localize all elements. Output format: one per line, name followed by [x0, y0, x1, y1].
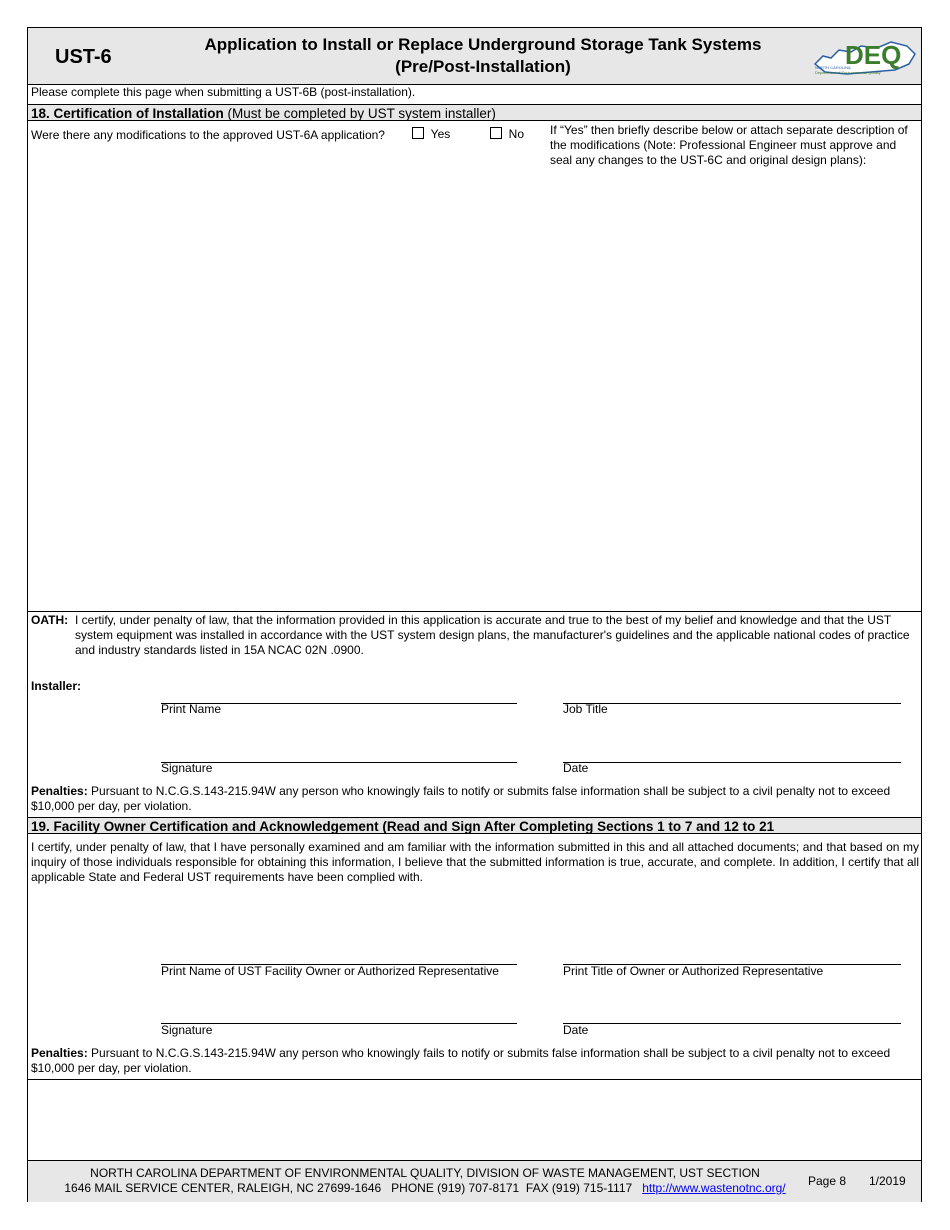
no-option	[490, 127, 524, 142]
form-title	[148, 34, 818, 78]
form-header	[28, 28, 921, 85]
footer-address	[40, 1166, 810, 1196]
installer-signature-line[interactable]	[161, 762, 517, 763]
owner-print-title-label: Print Title of Owner or Authorized Representative	[563, 964, 824, 978]
section19-penalties-label: Penalties:	[31, 1046, 88, 1060]
section19-cert-text: I certify, under penalty of law, that I have personally examined and am familiar with the information submitted in this and all attached documents; and that based on my inquiry of those individuals responsible for obtaining this information, I believe that the submitted information is true, accurate, and complete. In addition, I certify that all applicable State and Federal UST requirements have been complied with.	[31, 840, 919, 884]
section19-header	[28, 817, 921, 834]
logo-text: DEQ	[845, 40, 902, 70]
instruction-text: Please complete this page when submitting a UST-6B (post-installation).	[31, 85, 416, 99]
yes-label: Yes	[430, 127, 451, 141]
section18-penalties-label: Penalties:	[31, 784, 88, 798]
installer-job-title-line[interactable]	[563, 703, 901, 704]
section19-title: 19. Facility Owner Certification and Acknowledgement (Read and Sign After Completing Sections 1 to 7 and 12 to 21	[31, 819, 775, 834]
blank-area-divider	[28, 1079, 921, 1080]
installer-date-label: Date	[563, 761, 589, 775]
footer-line2: 1646 MAIL SERVICE CENTER, RALEIGH, NC 27699-1646 PHONE (919) 707-8171 FAX (919) 715-1117	[64, 1181, 633, 1195]
logo-subtitle-1: NORTH CAROLINA	[815, 65, 851, 70]
no-checkbox[interactable]	[490, 127, 502, 139]
section18-penalties	[31, 784, 919, 814]
footer-website-link[interactable]: http://www.wastenotnc.org/	[642, 1181, 786, 1195]
modifications-question: Were there any modifications to the approved UST-6A application?	[31, 128, 385, 142]
oath-text: I certify, under penalty of law, that the information provided in this application is accurate and true to the best of my belief and knowledge and that the UST system equipment was installed in accordance with the UST system design plans, the manufacturer's guidelines and the applicable national codes of practice and industry standards listed in 15A NCAC 02N .0900.	[75, 613, 910, 657]
owner-date-line[interactable]	[563, 1023, 901, 1024]
section18-title: 18. Certification of Installation	[31, 106, 224, 121]
owner-signature-line[interactable]	[161, 1023, 517, 1024]
installer-job-title-label: Job Title	[563, 702, 608, 716]
owner-signature-label: Signature	[161, 1023, 213, 1037]
installer-signature-label: Signature	[161, 761, 213, 775]
oath-divider	[28, 611, 921, 612]
owner-date-label: Date	[563, 1023, 589, 1037]
section19-penalties-text: Pursuant to N.C.G.S.143-215.94W any person who knowingly fails to notify or submits false information shall be subject to a civil penalty not to exceed $10,000 per day, per violation.	[31, 1046, 891, 1075]
no-label: No	[508, 127, 525, 141]
footer-page-number: Page 8	[808, 1174, 847, 1188]
form-title-line1: Application to Install or Replace Underground Storage Tank Systems	[204, 35, 762, 54]
section18-penalties-text: Pursuant to N.C.G.S.143-215.94W any person who knowingly fails to notify or submits false information shall be subject to a civil penalty not to exceed $10,000 per day, per violation.	[31, 784, 891, 813]
footer-revision-date: 1/2019	[869, 1174, 906, 1188]
ust6-form	[27, 27, 922, 1202]
deq-logo	[811, 34, 921, 78]
installer-print-name-label: Print Name	[161, 702, 222, 716]
if-yes-note: If “Yes” then briefly describe below or attach separate description of the modifications (Note: Professional Engineer must approve and seal any changes to the UST-6C and original design plans):	[550, 123, 908, 167]
owner-print-name-label: Print Name of UST Facility Owner or Authorized Representative	[161, 964, 499, 978]
installer-date-line[interactable]	[563, 762, 901, 763]
section18-header	[28, 104, 921, 121]
form-title-line2: (Pre/Post-Installation)	[395, 57, 571, 76]
yes-checkbox[interactable]	[412, 127, 424, 139]
form-footer	[28, 1160, 921, 1202]
form-code: UST-6	[55, 46, 112, 68]
logo-subtitle-2: Department of Environmental Quality	[815, 70, 881, 75]
footer-line1: NORTH CAROLINA DEPARTMENT OF ENVIRONMENTAL QUALITY, DIVISION OF WASTE MANAGEMENT, UST SECTION	[90, 1166, 760, 1180]
yes-option	[412, 127, 450, 142]
modifications-description-area[interactable]	[31, 173, 917, 609]
footer-line2-row	[40, 1181, 810, 1196]
section19-penalties	[31, 1046, 919, 1076]
installer-label: Installer:	[31, 679, 82, 693]
oath-label: OATH:	[31, 613, 69, 627]
section18-title-note: (Must be completed by UST system installer)	[223, 106, 496, 121]
